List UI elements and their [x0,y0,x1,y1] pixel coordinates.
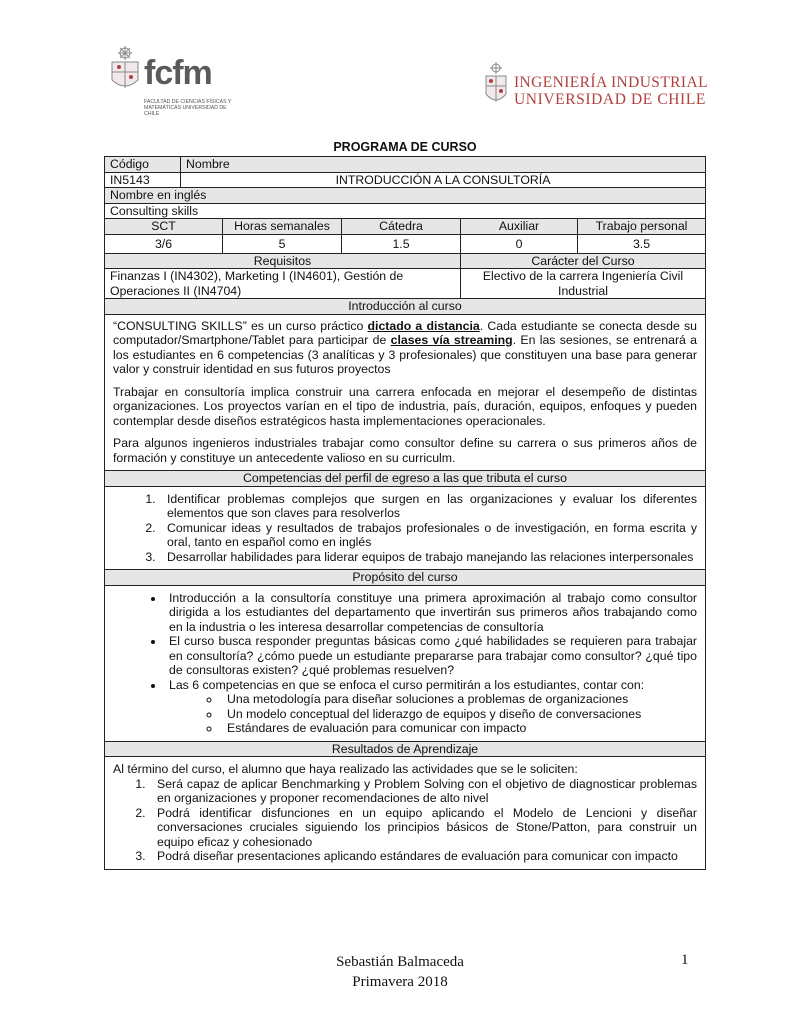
sub-list-item: ◦ Un modelo conceptual del liderazgo de equipos y diseño de conversaciones [221,707,697,722]
resultados-heading: Resultados de Aprendizaje [331,741,479,756]
resultados-body-row [105,756,705,869]
resultados-header-row [105,741,705,757]
requisitos-label: Requisitos [253,253,312,268]
list-item: • Introducción a la consultoría constituye una primera aproximación al trabajo como consultor dirigida a los estudiantes del departamento que invertirán sus primeros años trabajando como en la industria o les interesa desarrollar competencias de consultoría [165,591,697,635]
intro-p1-text-c: . Cada estudiante se conecta desde su computador/Smartphone/Tablet para participar de [113,318,698,347]
ingenieria-industrial-title: INGENIERÍA INDUSTRIAL [514,74,708,91]
trabajo-personal-header: Trabajo personal [577,219,705,234]
intro-paragraph-3: Para algunos ingenieros industriales trabajar como consultor define su carrera o sus primeros años de formación y constituye un antecedente valioso en su curriculm. [113,436,697,465]
competencias-body [105,487,705,570]
fcfm-wordmark: fcfm [144,54,212,92]
page-number: 1 [681,952,689,968]
requisitos-header-row [105,253,705,269]
intro-header-row [105,298,705,314]
ingenieria-industrial-logo [484,60,708,110]
codigo-label: Código [110,157,149,171]
resultados-body [105,757,705,869]
horas-semanales-value: 5 [222,235,341,253]
intro-body [105,315,705,471]
competencias-sublist [169,692,697,736]
intro-body-row [105,314,705,471]
intro-paragraph-1 [113,319,697,377]
nombre-label: Nombre [180,157,705,172]
proposito-list [113,591,697,736]
english-name-label: Nombre en inglés [110,188,207,202]
course-code: IN5143 [110,172,150,187]
intro-p1-text-a: “CONSULTING SKILLS” es un curso práctico [113,318,368,333]
resultados-list [113,777,697,864]
list-item: 3. Desarrollar habilidades para liderar equipos de trabajo manejando las relaciones interpersonales [159,550,697,565]
intro-heading: Introducción al curso [348,299,462,313]
auxiliar-header: Auxiliar [460,219,577,234]
hours-header-row [105,218,705,234]
footer-term: Primavera 2018 [352,974,448,990]
list-item: 2. Comunicar ideas y resultados de trabajos profesionales o de investigación, en forma escrita y oral, tanto en español como en inglés [159,521,697,550]
trabajo-personal-value: 3.5 [577,235,705,253]
code-name-row [105,172,705,188]
caracter-label: Carácter del Curso [460,254,705,269]
university-seal-icon [108,46,142,94]
horas-semanales-header: Horas semanales [222,219,341,234]
caracter-value: Electivo de la carrera Ingeniería Civil Industrial [460,269,705,298]
fcfm-logo [108,44,238,126]
page-footer [0,952,800,992]
page-title: PROGRAMA DE CURSO [333,140,477,154]
sub-list-item: ◦ Estándares de evaluación para comunicar con impacto [221,721,697,736]
list-item: 1. Identificar problemas complejos que surgen en las organizaciones y evaluar los diferentes elementos que son claves para resolverlos [159,492,697,521]
sct-value: 3/6 [154,236,173,251]
english-name-label-row [105,187,705,203]
fcfm-subtitle: FACULTAD DE CIENCIAS FÍSICAS Y MATEMÁTICAS UNIVERSIDAD DE CHILE [144,99,232,117]
list-item: 1. Será capaz de aplicar Benchmarking y Problem Solving con el objetivo de diagnosticar problemas en organizaciones y proponer recomendaciones de alto nivel [149,777,697,806]
list-item [165,678,697,736]
catedra-value: 1.5 [341,235,460,253]
proposito-body-row [105,585,705,741]
list-item: 3. Podrá diseñar presentaciones aplicando estándares de evaluación para comunicar con impacto [149,849,697,864]
competencias-list [113,492,697,565]
english-name-row [105,203,705,219]
sct-header: SCT [151,219,176,233]
course-name: INTRODUCCIÓN A LA CONSULTORÍA [180,173,705,188]
list-item: • El curso busca responder preguntas básicas como ¿qué habilidades se requieren para trabajar en consultoría? ¿cómo puede un estudiante prepararse para trabajar como consultor? ¿qué tipo de consultoras existen? ¿qué problemas resuelven? [165,634,697,678]
universidad-de-chile-title: UNIVERSIDAD DE CHILE [514,91,706,108]
catedra-header: Cátedra [341,219,460,234]
intro-paragraph-2: Trabajar en consultoría implica construir una carrera enfocada en mejorar el desempeño de distintas organizaciones. Los proyectos varían en el tipo de industria, país, duración, equipos, enfoques y pueden contemplar desde diseños estratégicos hasta implementaciones operacionales. [113,384,697,428]
english-name: Consulting skills [110,203,199,218]
intro-p1-emphasis-1: dictado a distancia [367,318,480,333]
proposito-body [105,586,705,741]
requisitos-value: Finanzas I (IN4302), Marketing I (IN4601), Gestión de Operaciones II (IN4704) [110,269,404,298]
university-seal-icon [484,62,508,108]
competencias-header-row [105,470,705,486]
resultados-intro: Al término del curso, el alumno que haya realizado las actividades que se le soliciten: [113,762,578,776]
requisitos-row [105,268,705,298]
hours-values-row [105,234,705,253]
competencias-heading: Competencias del perfil de egreso a las que tributa el curso [242,471,567,485]
proposito-heading: Propósito del curso [352,570,458,584]
auxiliar-value: 0 [460,235,577,253]
code-name-header-row [105,157,705,172]
list-item-text: Las 6 competencias en que se enfoca el curso permitirán a los estudiantes, contar con: [169,677,645,692]
proposito-header-row [105,569,705,585]
intro-p1-emphasis-2: clases vía streaming [390,333,513,347]
list-item: 2. Podrá identificar disfunciones en un equipo aplicando el Modelo de Lencioni y diseñar conversaciones cruciales siguiendo los principios básicos de Stone/Patton, para construir un equipo eficaz y cohesionado [149,806,697,850]
intro-p1-text-e: . En las sesiones, se entrenará a los estudiantes en 6 competencias (3 analíticas y 3 profesionales) que constituyen una base para generar valor y construir identidad en sus futuros proyectos [113,333,698,376]
footer-author: Sebastián Balmaceda [336,954,464,970]
course-program-table [104,156,706,870]
competencias-body-row [105,486,705,570]
sub-list-item: ◦ Una metodología para diseñar soluciones a problemas de organizaciones [221,692,697,707]
